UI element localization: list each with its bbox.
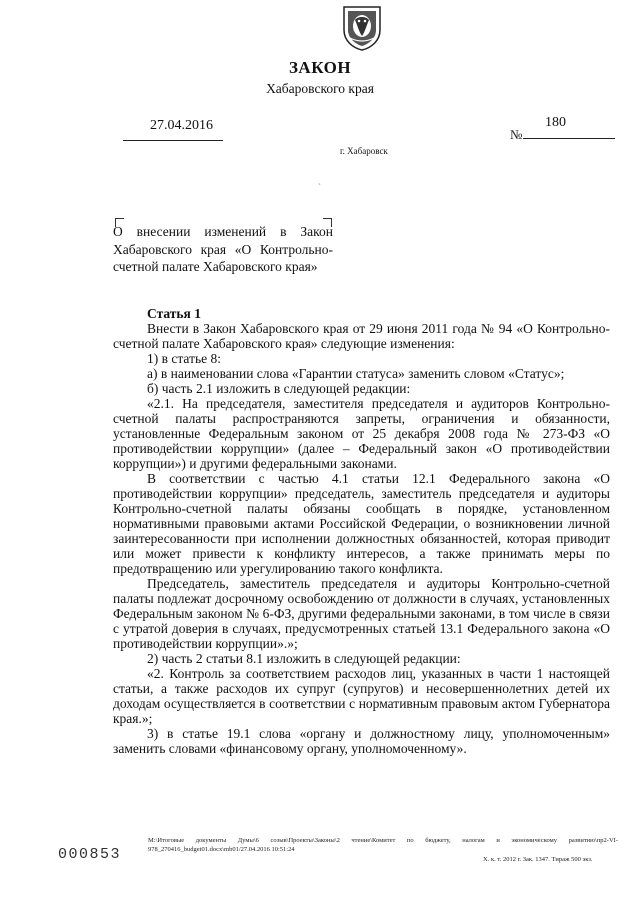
subject-line-2: Хабаровского края «О Контрольно- [113, 241, 333, 257]
article-paragraph: Внести в Закон Хабаровского края от 29 июня 2011 года № 94 «О Контрольно-счетной палате Хабаровского края» следующие изменения: [113, 321, 610, 351]
subject-line-3: счетной палате Хабаровского края» [113, 259, 318, 274]
footer-register-code: 000853 [58, 846, 122, 863]
footer-path-line-1: M:\Итоговые документы Думы\6 созыв\Проекты\Законы\2 чтение\Комитет по бюджету, налогам и экономическому развитию\пр2-VI- [148, 837, 618, 844]
number-label: № [510, 127, 523, 142]
article-paragraph: 2) часть 2 статьи 8.1 изложить в следующей редакции: [147, 651, 461, 666]
footer-path-line-2: 978_270416_budget01.docx\mb01/27.04.2016 10:51:24 [148, 846, 295, 853]
city-label: г. Хабаровск [340, 146, 388, 156]
article-paragraph: «2.1. На председателя, заместителя председателя и аудиторов Контрольно-счетной палаты распространяются запреты, ограничения и обязанности, установленные Федеральным законом от 25 декабря 2008 года № 273-ФЗ «О противодействии коррупции» (далее – Федеральный закон «О противодействии коррупции») и другими федеральными законами. [113, 396, 610, 471]
coat-of-arms-icon [340, 4, 384, 52]
article-heading: Статья 1 [147, 306, 201, 321]
footer-print-stamp: Х. к. т. 2012 г. Зак. 1347. Тираж 500 экз. [483, 856, 593, 863]
article-paragraph: Председатель, заместитель председателя и аудиторы Контрольно-счетной палаты подлежат досрочному освобождению от должности в случаях, установленных Федеральным законом № 6-ФЗ, другими федеральными законами, в том числе в связи с утратой доверия в случаях, предусмотренных статьей 13.1 Федерального закона «О противодействии коррупции».»; [113, 576, 610, 651]
document-title: ЗАКОН [288, 58, 352, 77]
document-number: 180 [545, 115, 566, 130]
article-body [113, 321, 610, 756]
article-paragraph: В соответствии с частью 4.1 статьи 12.1 Федерального закона «О противодействии коррупции» председатель, заместитель председателя и аудиторы Контрольно-счетной палаты обязаны сообщать в порядке, установленном нормативными правовыми актами Российской Федерации, о возникновении личной заинтересованности при исполнении должностных обязанностей, которая приводит или может привести к конфликту интересов, а также принимать меры по предотвращению или урегулированию такого конфликта. [113, 471, 610, 576]
document-date: 27.04.2016 [150, 118, 213, 133]
article-paragraph: «2. Контроль за соответствием расходов лиц, указанных в части 1 настоящей статьи, а также расходов их супруг (супругов) и несовершеннолетних детей их доходам осуществляется в соответствии с нормативным правовым актом Губернатора края.»; [113, 666, 610, 726]
date-underline [123, 140, 223, 141]
document-subtitle: Хабаровского края [266, 81, 374, 96]
article-paragraph: б) часть 2.1 изложить в следующей редакции: [147, 381, 411, 396]
footer-file-path [148, 836, 618, 854]
article-paragraph: 1) в статье 8: [147, 351, 221, 366]
scan-speck: ` [318, 182, 321, 192]
subject-line-1: О внесении изменений в Закон [113, 224, 333, 239]
article-paragraph: 3) в статье 19.1 слова «органу и должностному лицу, уполномоченным» заменить словами «финансовому органу, уполномоченному». [113, 726, 610, 756]
number-underline [523, 138, 615, 139]
law-subject [113, 223, 333, 276]
article-paragraph: а) в наименовании слова «Гарантии статуса» заменить словом «Статус»; [147, 366, 565, 381]
